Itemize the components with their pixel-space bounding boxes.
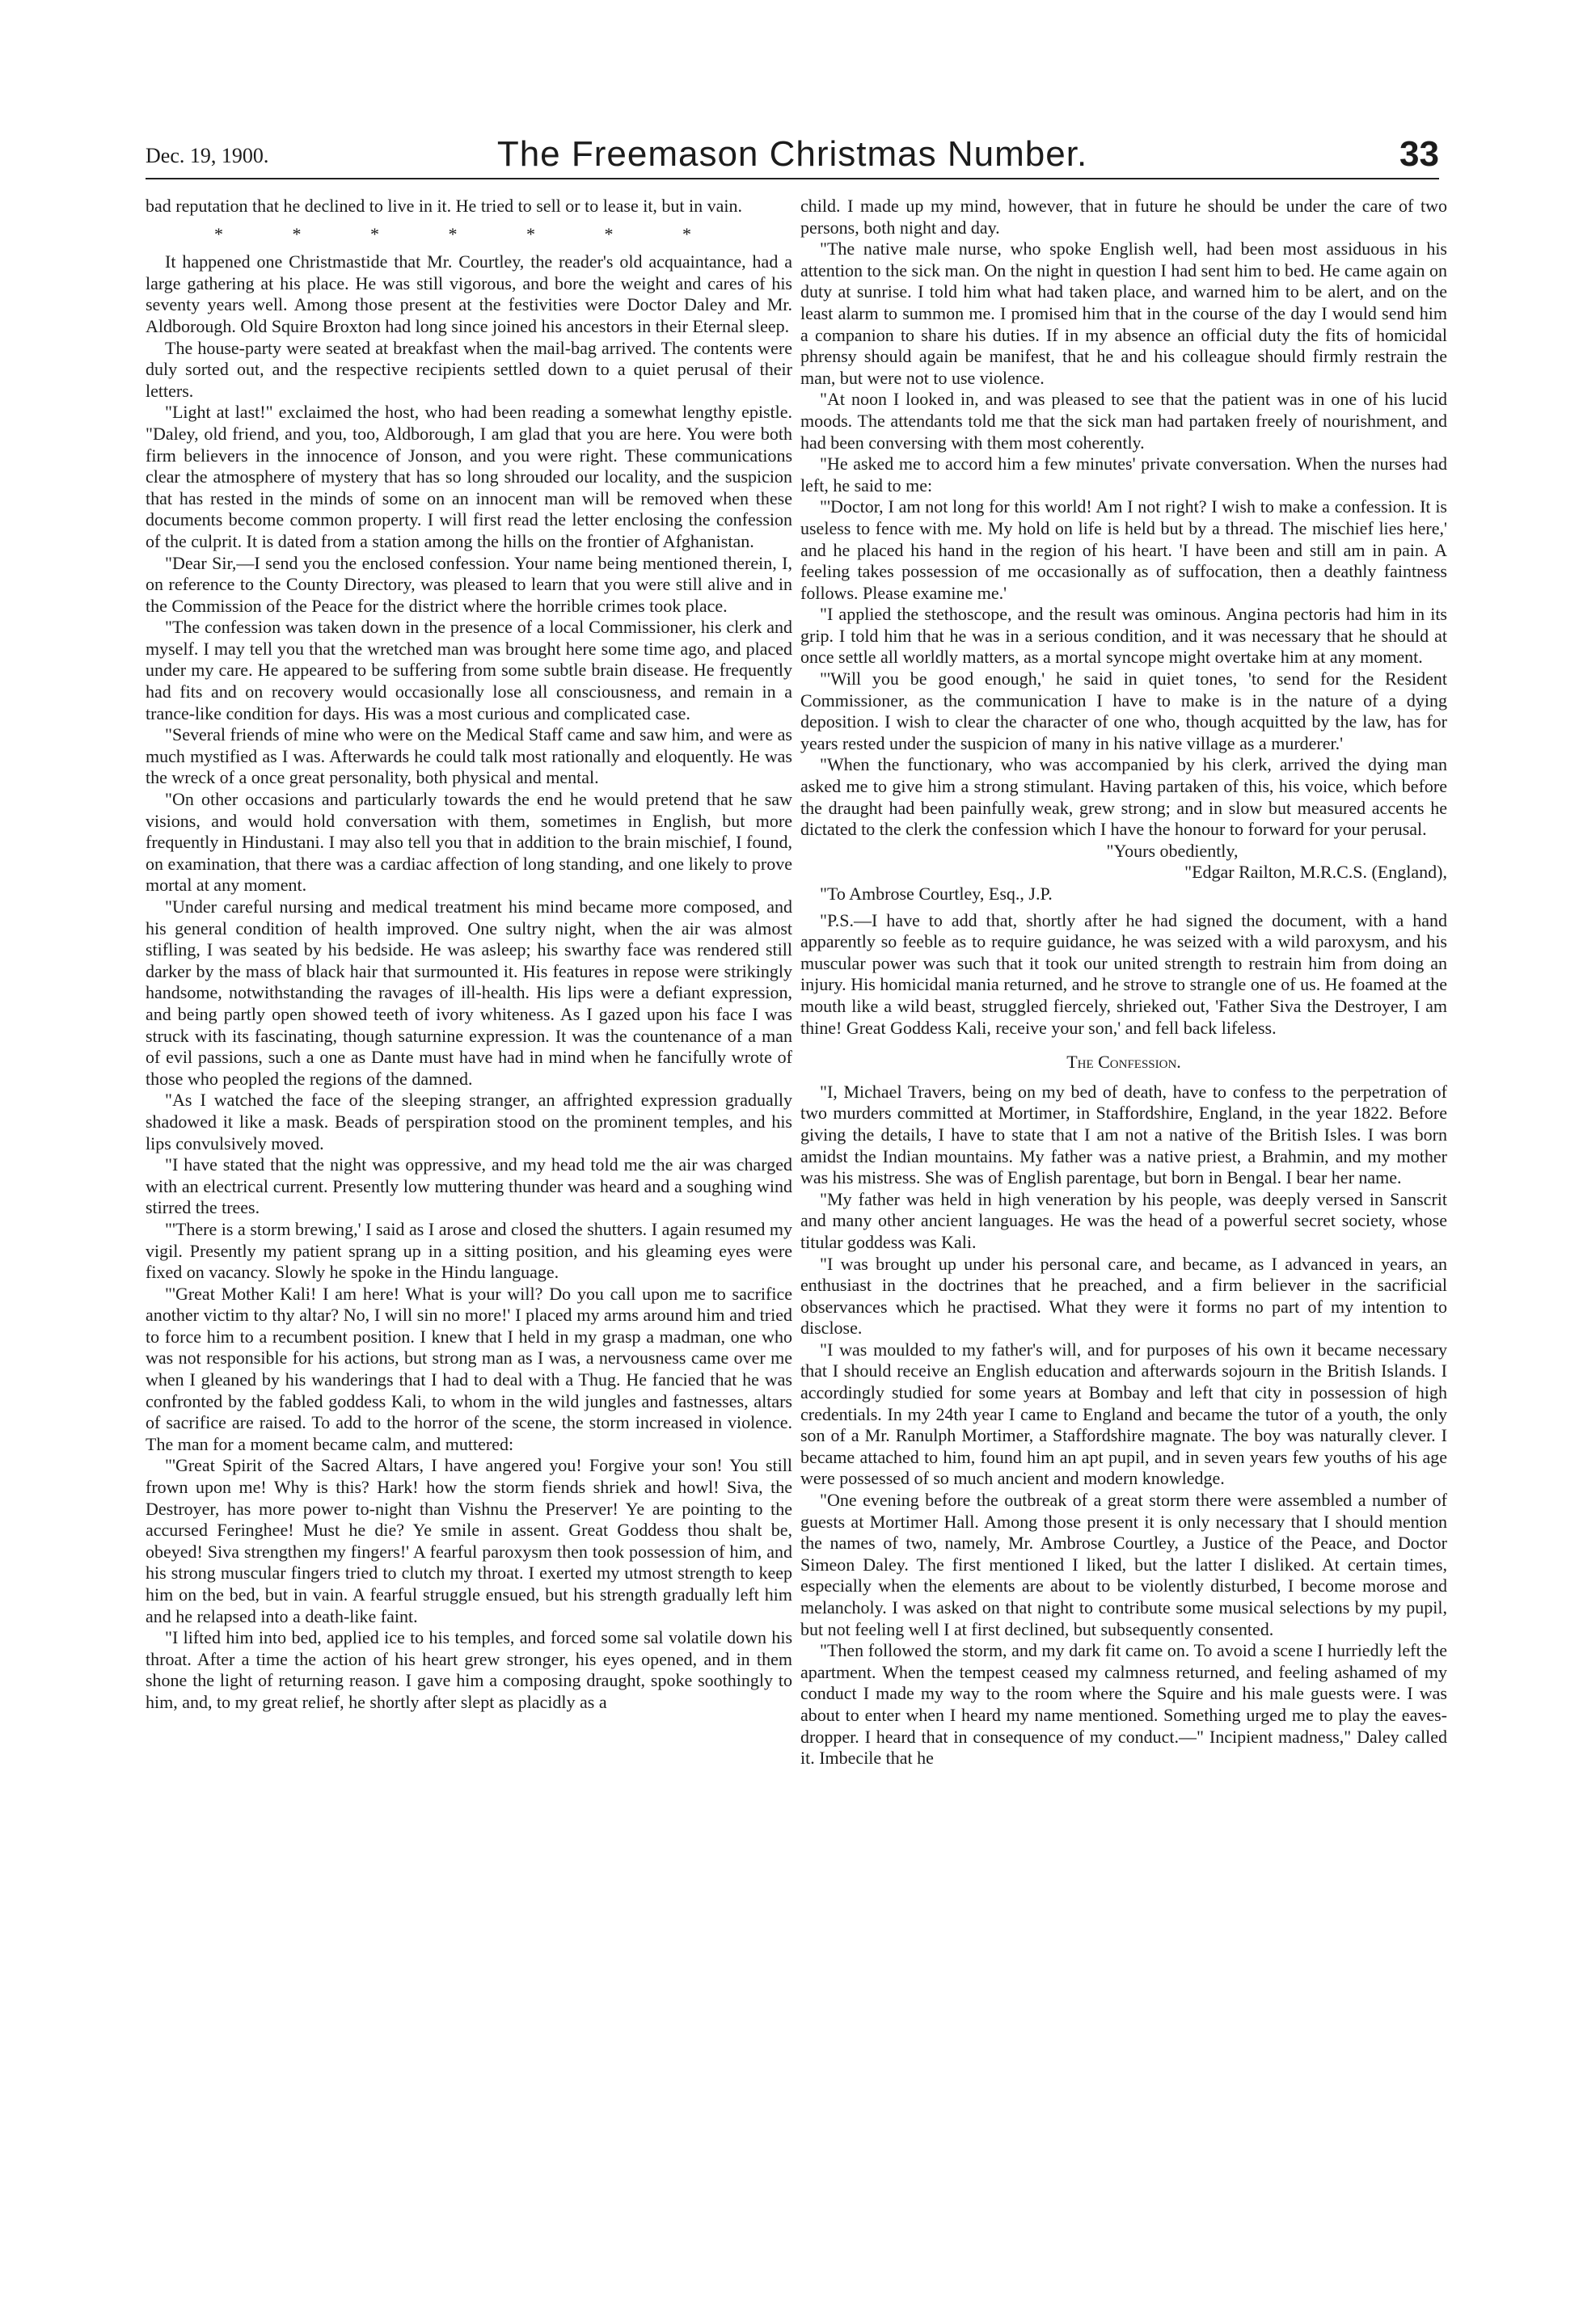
paragraph: "'Doctor, I am not long for this world! Am I not right? I wish to make a confession. It is useless to fence with me. My hold on life is held but by a thread. The mischief lies here,' and he placed his hand in the region of his heart. 'I have been and still am in pain. A feeling takes possession of me occasionally as of suffocation, then a deathly faintness follows. Please examine me.' — [800, 496, 1447, 603]
paragraph: "On other occasions and particularly towards the end he would pretend that he saw visions, and would hold conversation with them, sometimes in English, but more frequently in Hindustani. I may also tell you that in addition to the brain mischief, I found, on examination, that there was a cardiac affection of long standing, and one likely to prove mortal at any moment. — [146, 789, 792, 896]
right-column — [800, 196, 1447, 2289]
paragraph: bad reputation that he declined to live in it. He tried to sell or to lease it, but in vain. — [146, 196, 743, 216]
publication-title: The Freemason Christmas Number. — [496, 134, 1088, 174]
paragraph: "When the functionary, who was accompanied by his clerk, arrived the dying man asked me to give him a strong stimulant. Having partaken of this, his voice, which before the draught had been painfully weak, grew strong; and in slow but measured accents he dictated to the clerk the confession which I have the honour to forward for your perusal. — [800, 754, 1447, 840]
paragraph: "I, Michael Travers, being on my bed of death, have to confess to the perpetration of two murders committed at Mortimer, in Staffordshire, England, in the year 1822. Before giving the details, I have to state that I am not a native of the British Isles. I was born amidst the Indian mountains. My father was a native priest, a Brahmin, and my mother was his mistress. She was of English parentage, but born in Bengal. I bear her name. — [800, 1081, 1447, 1188]
paragraph: "'Great Spirit of the Sacred Altars, I have angered you! Forgive your son! You still frown upon me! Why is this? Hark! how the storm fiends shriek and howl! Siva, the Destroyer, has more power to-night than Vishnu the Preserver! Ye are pointing to the accursed Feringhee! Must he die? Ye smile in assent. Great Goddess thou shalt be, obeyed! Siva strengthen my fingers!' A fearful paroxysm then took possession of him, and his strong muscular fingers tried to clutch my throat. I exerted my utmost strength to keep him on the bed, but in vain. A fearful struggle ensued, but his strength gradually left him and he relapsed into a death-like faint. — [146, 1455, 792, 1626]
paragraph: The house-party were seated at breakfast when the mail-bag arrived. The contents were duly sorted out, and the respective recipients settled down to a quiet perusal of their letters. — [146, 337, 792, 401]
paragraph: "At noon I looked in, and was pleased to see that the patient was in one of his lucid moods. The attendants told me that the sick man had partaken freely of nourishment, and had been conversing with them most coherently. — [800, 389, 1447, 453]
paragraph: "Light at last!" exclaimed the host, who had been reading a somewhat lengthy epistle. "Daley, old friend, and you, too, Aldborough, I am glad that you are here. You were both firm believers in the innocence of Jonson, and you were right. These communications clear the atmosphere of mystery that has so long shrouded our locality, and the suspicion that has rested in the minds of some on an innocent man will be removed when these documents become common property. I will first read the letter enclosing the confession of the culprit. It is dated from a station among the hills on the frontier of Afghanistan. — [146, 402, 792, 551]
left-column — [146, 196, 792, 2289]
paragraph: "I was brought up under his personal care, and became, as I advanced in years, an enthusiast in the doctrines that he preached, and a firm believer in the sacrificial observances which he practised. What they were it forms no part of my intention to disclose. — [800, 1253, 1447, 1339]
paragraph: "I lifted him into bed, applied ice to his temples, and forced some sal volatile down his throat. After a time the action of his heart grew stronger, his eyes opened, and in them shone the light of returning reason. I gave him a composing draught, spoke soothingly to him, and, to my great relief, he shortly after slept as placidly as a — [146, 1627, 792, 1712]
paragraph: "The confession was taken down in the presence of a local Commissioner, his clerk and myself. I may tell you that the wretched man was brought here some time ago, and placed under my care. He appeared to be suffering from some subtle brain disease. He frequently had fits and on recovery would occasionally lose all consciousness, and remain in a trance-like condition for days. His was a most curious and complicated case. — [146, 617, 792, 723]
paragraph: "Under careful nursing and medical treatment his mind became more composed, and his general condition of health improved. One sultry night, when the air was almost stifling, I was seated by his bedside. He was asleep; his swarthy face was rendered still darker by the mass of black hair that surmounted it. His features in repose were strikingly handsome, notwithstanding the ravages of ill-health. His lips were a defiant expression, and being partly open showed teeth of ivory whiteness. As I gazed upon his face I was struck with its fascinating, though saturnine expression. It was the countenance of a man of evil passions, such a one as Dante must have had in mind when he fancifully wrote of those who peopled the regions of the damned. — [146, 896, 792, 1089]
paragraph: "Dear Sir,—I send you the enclosed confession. Your name being mentioned therein, I, on reference to the County Directory, was pleased to learn that you were still alive and in the Commission of the Peace for the district where the horrible crimes took place. — [146, 552, 792, 616]
header-rule — [146, 178, 1439, 179]
paragraph: "The native male nurse, who spoke English well, had been most assiduous in his attention to the sick man. On the night in question I had sent him to bed. He came again on duty at sunrise. I told him what had taken place, and warned him to be alert, and on the least alarm to summon me. I promised him that in the course of the day I would send him a companion to share his duties. If in my absence an official duty the fits of homicidal phrensy should again be manifest, that he and his colleague should firmly restrain the man, but were not to use violence. — [800, 238, 1447, 388]
section-heading: The Confession. — [1066, 1052, 1181, 1073]
letter-signature: "Edgar Railton, M.R.C.S. (England), — [1184, 862, 1447, 883]
paragraph: "'Great Mother Kali! I am here! What is your will? Do you call upon me to sacrifice another victim to thy altar? No, I will sin no more!' I placed my arms around him and tried to force him to a recumbent position. I knew that I held in my grasp a madman, one who was not responsible for his actions, but strong man as I was, a nervousness came over me when I gleaned by his wanderings that I had to deal with a Thug. He fancied that he was confronted by the fabled goddess Kali, to whom in the wild jungles and fastnesses, altars of sacrifice are raised. To add to the horror of the scene, the storm increased in violence. The man for a moment became calm, and muttered: — [146, 1283, 792, 1454]
paragraph: "I have stated that the night was oppressive, and my head told me the air was charged with an electrical current. Presently low muttering thunder was heard and a soughing wind stirred the trees. — [146, 1154, 792, 1218]
paragraph: "'Will you be good enough,' he said in quiet tones, 'to send for the Resident Commissioner, as the communication I have to make is in the nature of a dying deposition. I wish to clear the character of one who, though acquitted by the law, has for years rested under the suspicion of many in his native village as a murderer.' — [800, 669, 1447, 753]
paragraph: "Then followed the storm, and my dark fit came on. To avoid a scene I hurriedly left the apartment. When the tempest ceased my calmness returned, and feeling ashamed of my conduct I made my way to the room where the Squire and his male guests were. I was about to enter when I heard my name mentioned. Something urged me to play the eaves-dropper. I heard that in consequence of my conduct.—" Incipient madness," Daley called it. Imbecile that he — [800, 1640, 1447, 1769]
paragraph: "My father was held in high veneration by his people, was deeply versed in Sanscrit and many other ancient languages. He was the head of a powerful secret society, whose titular goddess was Kali. — [800, 1188, 1447, 1252]
section-break: * * * * * * * — [214, 223, 724, 244]
paragraph: "'There is a storm brewing,' I said as I arose and closed the shutters. I again resumed my vigil. Presently my patient sprang up in a sitting position, and his gleaming eyes were fixed on vacancy. Slowly he spoke in the Hindu language. — [146, 1218, 792, 1283]
paragraph: "I applied the stethoscope, and the result was ominous. Angina pectoris had him in its grip. I told him that he was in a serious condition, and it was necessary that he should at once settle all worldly matters, as a mortal syncope might overtake him at any moment. — [800, 604, 1447, 668]
paragraph: "One evening before the outbreak of a great storm there were assembled a number of guests at Mortimer Hall. Among those present it is only necessary that I should mention the names of two, namely, Mr. Ambrose Courtley, a Justice of the Peace, and Doctor Simeon Daley. The first mentioned I liked, but the latter I disliked. At certain times, especially when the elements are about to be violently disturbed, I become morose and melancholy. I was asked on that night to contribute some musical selections by my pupil, but not feeling well I at first declined, but subsequently consented. — [800, 1490, 1447, 1639]
paragraph: "Several friends of mine who were on the Medical Staff came and saw him, and were as much mystified as I was. Afterwards he could talk most rationally and eloquently. He was the wreck of a once great personality, both physical and mental. — [146, 724, 792, 788]
paragraph: "As I watched the face of the sleeping stranger, an affrighted expression gradually shadowed it like a mask. Beads of perspiration stood on the prominent temples, and his lips convulsively moved. — [146, 1090, 792, 1154]
page-number: 33 — [1399, 134, 1439, 174]
paragraph: "I was moulded to my father's will, and for purposes of his own it became necessary that I should receive an English education and afterwards sojourn in the British Islands. I accordingly studied for some years at Bombay and left that city in possession of high credentials. In my 24th year I came to England and became the tutor of a youth, the only son of a Mr. Ranulph Mortimer, a Staffordshire magnate. The boy was naturally clever. I became attached to him, found him an apt pupil, and in seven years few youths of his age were possessed of so much ancient and modern knowledge. — [800, 1339, 1447, 1489]
postscript: "P.S.—I have to add that, shortly after he had signed the document, with a hand apparently so feeble as to require guidance, he was seized with a wild paroxysm, and his muscular power was such that it took our united strength to restrain him from doing an injury. His homicidal mania returned, and he strove to strangle one of us. He foamed at the mouth like a wild beast, struggled fiercely, shrieked out, 'Father Siva the Destroyer, I am thine! Great Goddess Kali, receive your son,' and fell back lifeless. — [800, 909, 1447, 1038]
paragraph: child. I made up my mind, however, that in future he should be under the care of two persons, both night and day. — [800, 196, 1447, 238]
letter-closing: "Yours obediently, — [1106, 840, 1239, 861]
paragraph: "He asked me to accord him a few minutes' private conversation. When the nurses had left, he said to me: — [800, 453, 1447, 496]
paragraph: It happened one Christmastide that Mr. Courtley, the reader's old acquaintance, had a large gathering at his place. He was still vigorous, and bore the weight and cares of his seventy years well. Among those present at the festivities were Doctor Daley and Mr. Aldborough. Old Squire Broxton had long since joined his ancestors in their Eternal sleep. — [146, 251, 792, 336]
letter-addressee: "To Ambrose Courtley, Esq., J.P. — [820, 884, 1053, 904]
page-header — [146, 128, 1439, 174]
issue-date: Dec. 19, 1900. — [146, 144, 269, 167]
